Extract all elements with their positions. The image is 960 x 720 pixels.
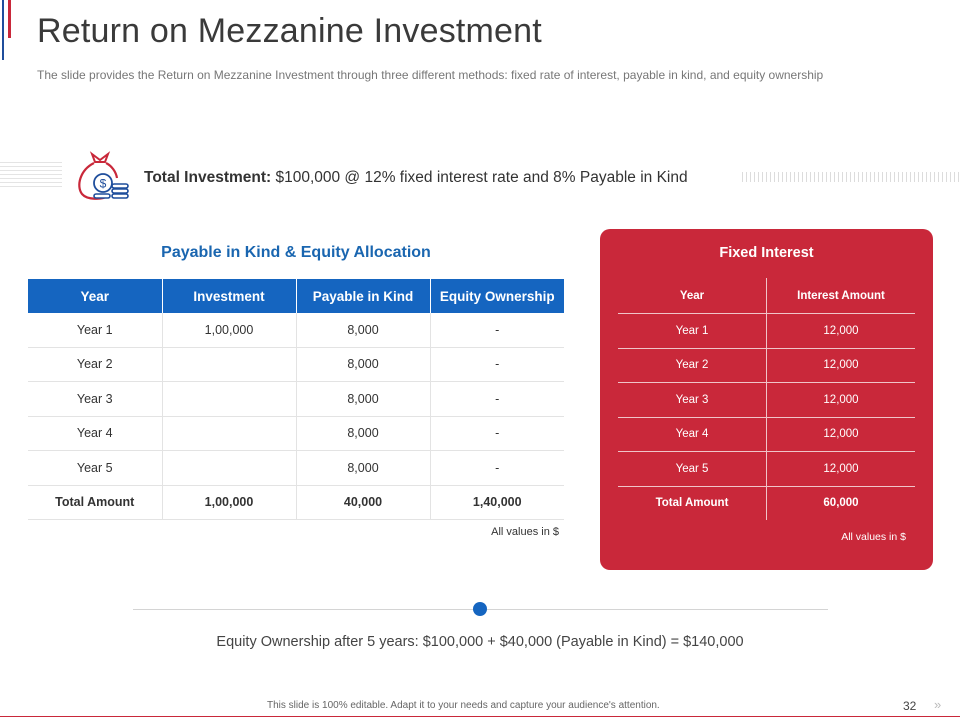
cell-payable-in-kind: 8,000 [296, 313, 430, 347]
timeline-dot [473, 602, 487, 616]
page-subtitle: The slide provides the Return on Mezzanine Investment through three different methods: fixed rate of interest, payable in kind, and equity ownership [37, 68, 824, 82]
fixed-interest-title: Fixed Interest [719, 245, 814, 261]
total-investment-text: $100,000 @ 12% fixed interest rate and 8% Payable in Kind [271, 169, 688, 186]
cell-payable-in-kind: 8,000 [296, 382, 430, 417]
pik-equity-table [28, 279, 564, 520]
header-year: Year [618, 278, 767, 314]
cell-year: Total Amount [28, 485, 162, 520]
cell-investment [162, 416, 296, 451]
cell-year: Year 2 [28, 347, 162, 382]
total-investment-line [144, 169, 688, 187]
cell-year: Year 5 [618, 452, 767, 487]
accent-bar-red [8, 0, 11, 38]
table-row [28, 451, 564, 486]
cell-interest-amount: 12,000 [767, 417, 916, 452]
table-row [618, 452, 915, 487]
footer-text: This slide is 100% editable. Adapt it to your needs and capture your audience's attention. [267, 700, 660, 711]
money-bag-coins-icon [72, 150, 132, 202]
header-payable-in-kind: Payable in Kind [296, 279, 430, 313]
table-row [618, 417, 915, 452]
cell-investment: 1,00,000 [162, 485, 296, 520]
table-row [618, 383, 915, 418]
cell-equity-ownership: 1,40,000 [430, 485, 564, 520]
table-row [28, 416, 564, 451]
cell-equity-ownership: - [430, 416, 564, 451]
cell-interest-amount: 12,000 [767, 383, 916, 418]
cell-year: Year 3 [28, 382, 162, 417]
cell-year: Year 4 [28, 416, 162, 451]
cell-interest-amount: 12,000 [767, 314, 916, 349]
cell-equity-ownership: - [430, 451, 564, 486]
cell-year: Year 3 [618, 383, 767, 418]
cell-interest-amount: 60,000 [823, 497, 859, 510]
cell-equity-ownership: - [430, 313, 564, 347]
table-row [618, 314, 915, 349]
table-total-row [618, 486, 915, 520]
header-interest-amount: Interest Amount [767, 278, 916, 314]
cell-equity-ownership: - [430, 347, 564, 382]
cell-year: Year 2 [618, 348, 767, 383]
next-slide-icon[interactable]: » [934, 697, 942, 712]
header-investment: Investment [162, 279, 296, 313]
table-row [28, 382, 564, 417]
equity-summary: Equity Ownership after 5 years: $100,000 + $40,000 (Payable in Kind) = $140,000 [216, 634, 744, 650]
page-number: 32 [903, 699, 917, 713]
pik-table-note: All values in $ [491, 526, 559, 538]
svg-text:$: $ [99, 176, 107, 191]
cell-year: Year 1 [28, 313, 162, 347]
total-investment-label: Total Investment: [144, 169, 272, 186]
accent-bar-blue [2, 0, 4, 60]
cell-investment [162, 382, 296, 417]
cell-year: Year 4 [618, 417, 767, 452]
cell-payable-in-kind: 40,000 [296, 485, 430, 520]
cell-year: Total Amount [618, 486, 767, 520]
decorative-lines-left [0, 162, 62, 190]
cell-investment [162, 451, 296, 486]
fixed-interest-note: All values in $ [841, 531, 906, 543]
table-total-row [28, 485, 564, 520]
pik-table-title: Payable in Kind & Equity Allocation [161, 244, 431, 261]
table-row [28, 313, 564, 347]
cell-interest-amount: 12,000 [767, 348, 916, 383]
table-row [618, 348, 915, 383]
cell-investment: 1,00,000 [162, 313, 296, 347]
decorative-lines-right [742, 172, 960, 182]
cell-payable-in-kind: 8,000 [296, 451, 430, 486]
page-title: Return on Mezzanine Investment [37, 12, 542, 50]
cell-equity-ownership: - [430, 382, 564, 417]
header-year: Year [28, 279, 162, 313]
cell-year: Year 1 [618, 314, 767, 349]
footer-line [0, 716, 960, 717]
cell-investment [162, 347, 296, 382]
cell-payable-in-kind: 8,000 [296, 347, 430, 382]
fixed-interest-table [618, 278, 915, 520]
table-header-row [28, 279, 564, 313]
cell-payable-in-kind: 8,000 [296, 416, 430, 451]
table-header-row [618, 278, 915, 314]
cell-year: Year 5 [28, 451, 162, 486]
table-row [28, 347, 564, 382]
cell-interest-amount: 12,000 [767, 452, 916, 487]
header-equity-ownership: Equity Ownership [430, 279, 564, 313]
